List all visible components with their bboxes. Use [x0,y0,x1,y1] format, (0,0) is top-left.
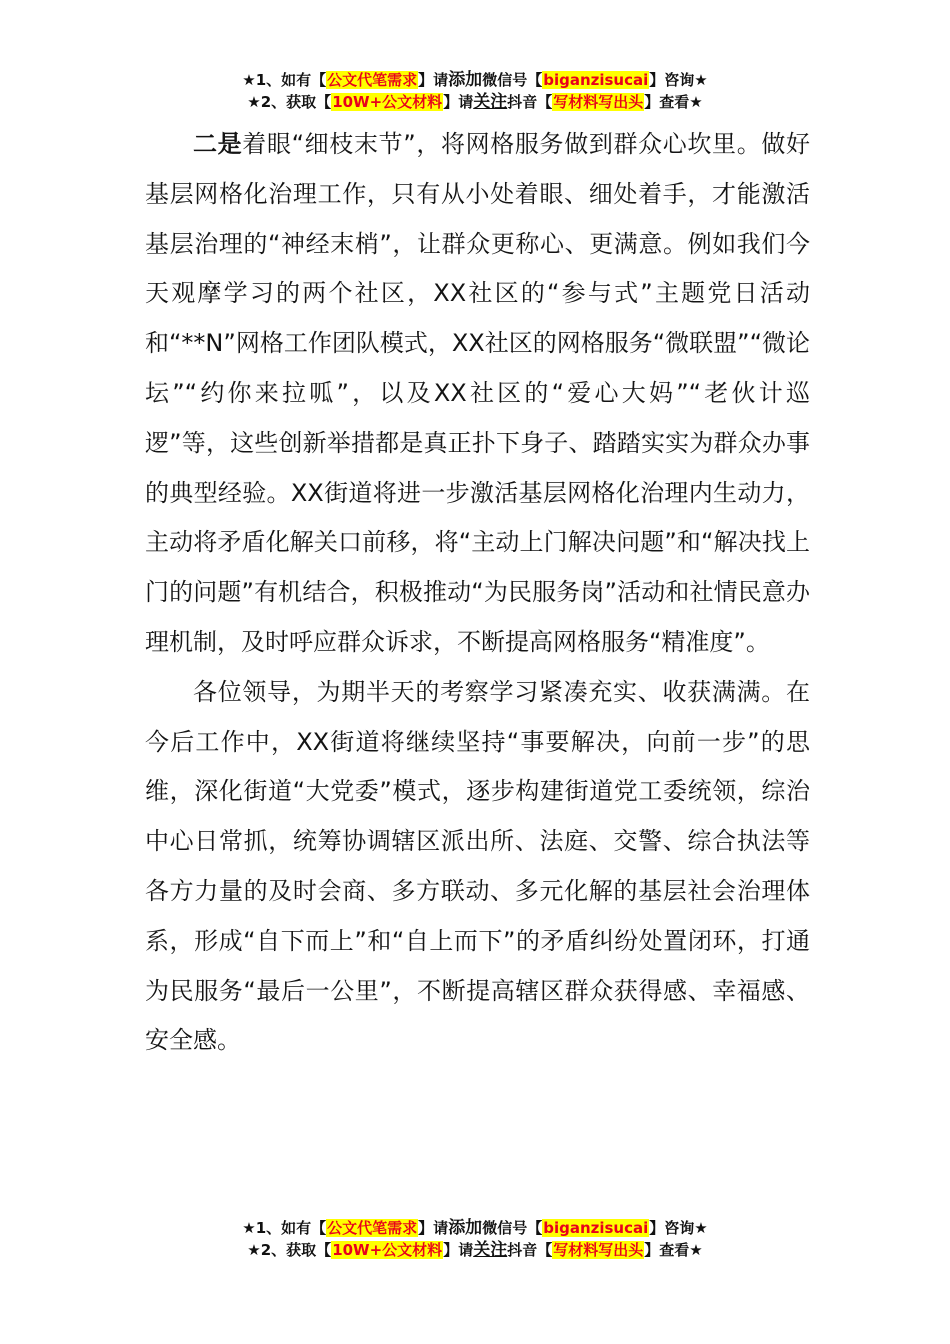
highlight-wechat-id: biganzisucai [543,1219,649,1237]
banner-text: 微信号【 [482,71,543,89]
banner-text: 】请 [418,71,449,89]
banner-text: 】请 [443,1241,474,1259]
highlight-service: 公文代笔需求 [327,71,418,89]
banner-emphasis: 添加 [448,1218,483,1238]
header-banner [0,69,950,113]
footer-banner [0,1217,950,1261]
paragraph-text: 着眼“细枝末节”，将网格服务做到群众心坎里。做好基层网格化治理工作，只有从小处着眼、细处着手，才能激活基层治理的“神经末梢”，让群众更称心、更满意。例如我们今天观摩学习的两个社区，XX社区的“参与式”主题党日活动和“**N”网格工作团队模式，XX社区的网格服务“微联盟”“微论坛”“约你来拉呱”，以及XX社区的“爱心大妈”“老伙计巡逻”等，这些创新举措都是真正扑下身子、踏踏实实为群众办事的典型经验。XX街道将进一步激活基层网格化治理内生动力，主动将矛盾化解关口前移，将“主动上门解决问题”和“解决找上门的问题”有机结合，积极推动“为民服务岗”活动和社情民意办理机制，及时呼应群众诉求，不断提高网格服务“精准度”。 [145,130,811,656]
highlight-materials: 10W+公文材料 [332,93,443,111]
banner-line-1 [0,1217,950,1239]
banner-text: ★2、获取【 [247,93,332,111]
paragraph-lead: 二是 [193,130,243,158]
banner-line-2 [0,91,950,113]
banner-line-2 [0,1239,950,1261]
banner-text: 抖音【 [507,1241,553,1259]
highlight-douyin-account: 写材料写出头 [553,1241,644,1259]
banner-emphasis: 关注 [473,92,508,112]
banner-text: 】查看★ [644,93,703,111]
banner-text: ★2、获取【 [247,1241,332,1259]
banner-text: 】请 [443,93,474,111]
highlight-wechat-id: biganzisucai [543,71,649,89]
banner-emphasis: 关注 [473,1240,508,1260]
article-body [145,120,810,1066]
banner-text: 】请 [418,1219,449,1237]
banner-text: 微信号【 [482,1219,543,1237]
banner-line-1 [0,69,950,91]
paragraph-1 [145,120,810,668]
paragraph-2: 各位领导，为期半天的考察学习紧凑充实、收获满满。在今后工作中，XX街道将继续坚持“事要解决，向前一步”的思维，深化街道“大党委”模式，逐步构建街道党工委统领，综治中心日常抓，统筹协调辖区派出所、法庭、交警、综合执法等各方力量的及时会商、多方联动、多元化解的基层社会治理体系，形成“自下而上”和“自上而下”的矛盾纠纷处置闭环，打通为民服务“最后一公里”，不断提高辖区群众获得感、幸福感、安全感。 [145,677,810,1055]
banner-text: 】查看★ [644,1241,703,1259]
banner-text: ★1、如有【 [242,1219,327,1237]
banner-text: 】咨询★ [649,71,708,89]
banner-text: ★1、如有【 [242,71,327,89]
highlight-materials: 10W+公文材料 [332,1241,443,1259]
highlight-douyin-account: 写材料写出头 [553,93,644,111]
banner-emphasis: 添加 [448,70,483,90]
highlight-service: 公文代笔需求 [327,1219,418,1237]
banner-text: 抖音【 [507,93,553,111]
banner-text: 】咨询★ [649,1219,708,1237]
